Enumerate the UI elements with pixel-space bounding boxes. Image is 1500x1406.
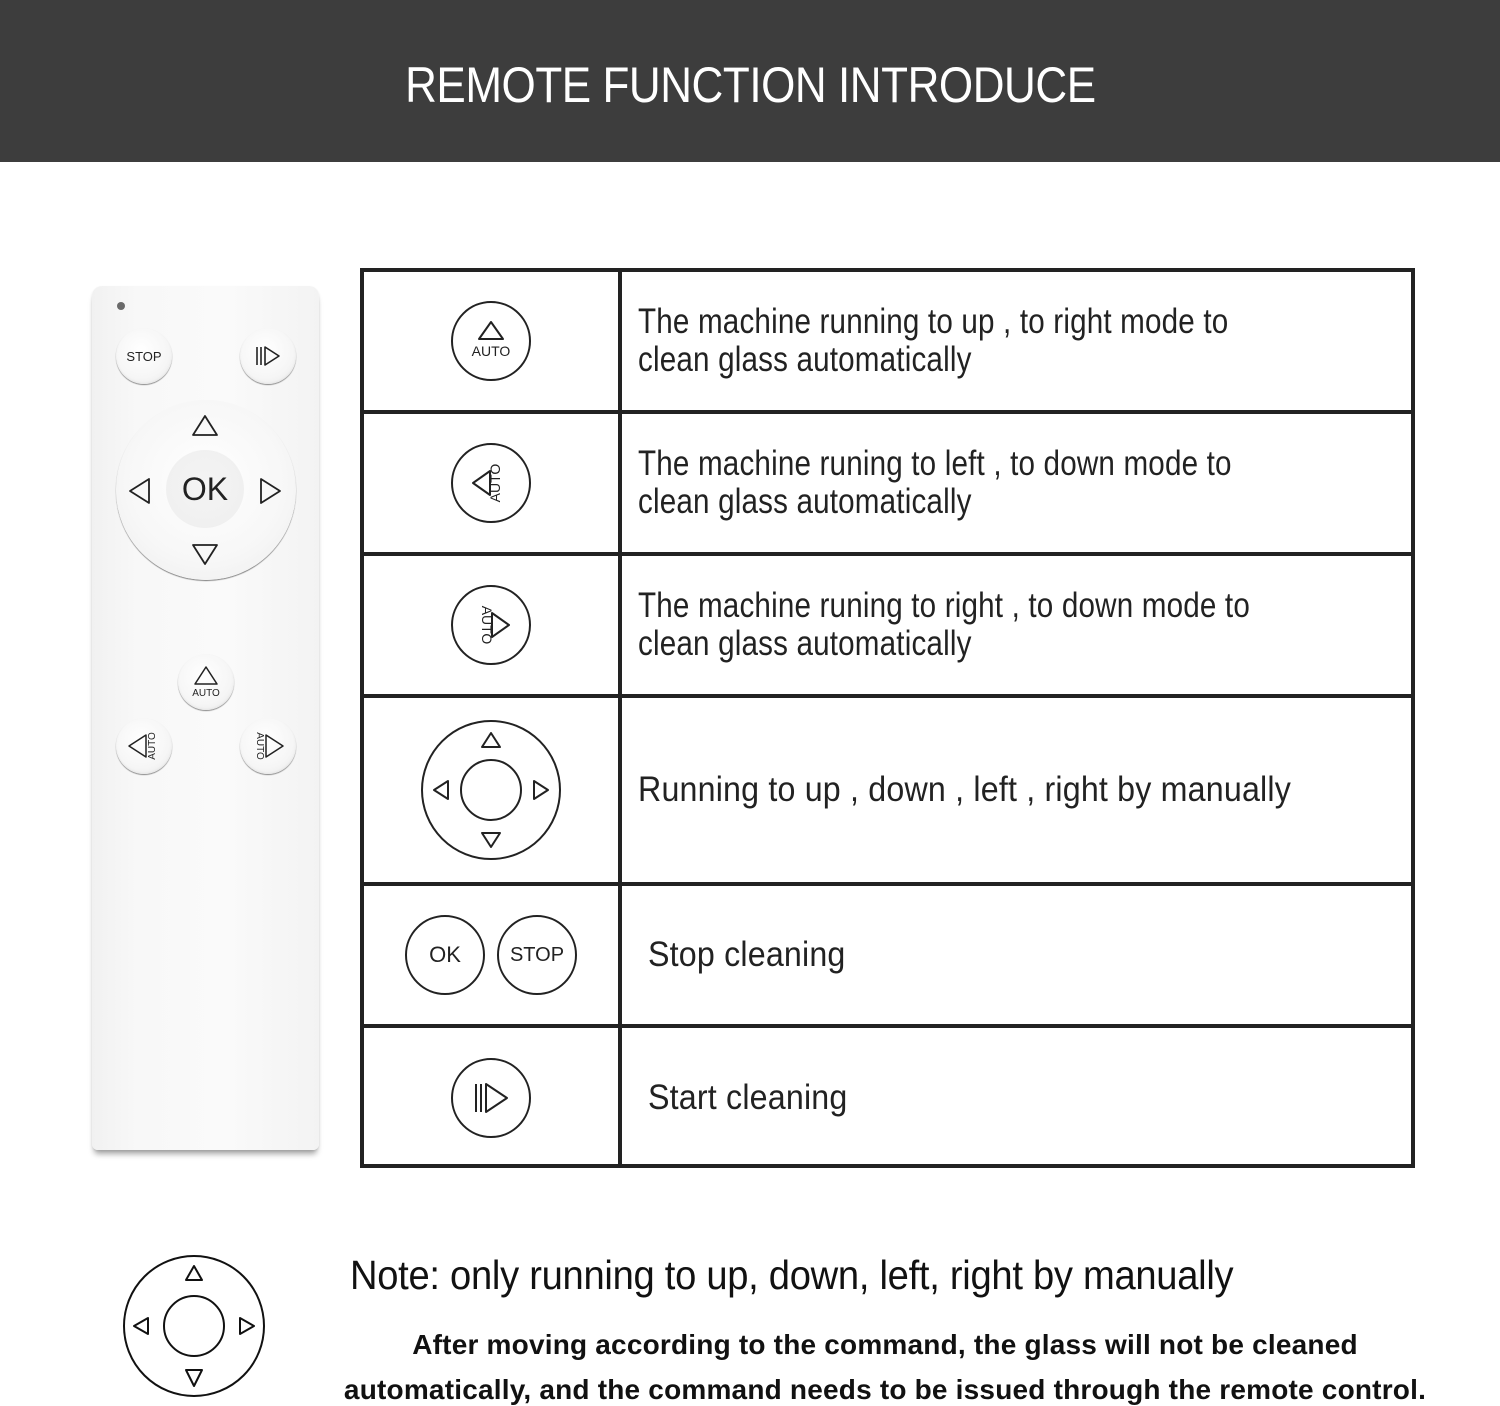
description-line: clean glass automatically [638, 482, 972, 521]
auto-left-icon [124, 726, 164, 766]
svg-text:AUTO: AUTO [487, 463, 503, 503]
remote-dpad [116, 400, 296, 580]
svg-text:AUTO: AUTO [479, 605, 495, 645]
icon-cell [364, 272, 622, 410]
auto-left-button [451, 443, 531, 523]
icon-cell [364, 556, 622, 694]
start-cleaning-icon [254, 344, 282, 368]
remote-auto-right-button[interactable] [240, 718, 296, 774]
arrow-down-icon[interactable] [190, 542, 220, 566]
table-row [364, 414, 1411, 556]
svg-text:AUTO: AUTO [471, 343, 511, 359]
table-row [364, 272, 1411, 414]
svg-text:AUTO: AUTO [192, 688, 220, 699]
remote-start-button[interactable] [240, 328, 296, 384]
remote-auto-left-button[interactable] [116, 718, 172, 774]
description-cell [622, 698, 1411, 882]
note-title: Note: only running to up, down, left, right by manually [350, 1252, 1234, 1298]
description-line: Start cleaning [648, 1078, 848, 1117]
note-line: automatically, and the command needs to be issued through the remote control. [343, 1374, 1427, 1405]
auto-up-button [451, 301, 531, 381]
arrow-right-icon[interactable] [258, 476, 282, 506]
description-line: The machine runing to left , to down mode to [638, 444, 1232, 483]
description-line: Stop cleaning [648, 935, 846, 974]
remote-control [92, 286, 319, 1150]
description-line: clean glass automatically [638, 340, 972, 379]
svg-text:AUTO: AUTO [254, 732, 265, 760]
auto-right-icon [248, 726, 288, 766]
description-cell [622, 556, 1411, 694]
table-row [364, 698, 1411, 886]
description-line: The machine runing to right , to down mode to [638, 586, 1250, 625]
description-line: The machine running to up , to right mode to [638, 302, 1229, 341]
function-table [360, 268, 1415, 1168]
ok-button-icon: OK [405, 915, 485, 995]
remote-stop-button[interactable] [116, 328, 172, 384]
stop-button-icon: STOP [497, 915, 577, 995]
page-title: REMOTE FUNCTION INTRODUCE [404, 57, 1096, 113]
auto-up-icon [456, 306, 526, 376]
auto-up-icon [186, 662, 226, 702]
stop-label: STOP [126, 348, 162, 364]
start-button [451, 1058, 531, 1138]
auto-right-button [451, 585, 531, 665]
page-header [0, 0, 1500, 162]
icon-cell [364, 414, 622, 552]
table-row [364, 886, 1411, 1028]
dpad-icon [419, 718, 563, 862]
table-row [364, 1028, 1411, 1168]
icon-cell [364, 886, 622, 1024]
led-indicator [117, 302, 125, 310]
icon-cell [364, 1028, 622, 1168]
auto-right-icon [456, 590, 526, 660]
description-cell [622, 272, 1411, 410]
svg-text:AUTO: AUTO [147, 732, 158, 760]
description-cell [622, 414, 1411, 552]
remote-auto-up-button[interactable] [178, 654, 234, 710]
description-line: Running to up , down , left , right by manually [638, 770, 1292, 809]
note-body [300, 1322, 1470, 1406]
icon-cell [364, 698, 622, 882]
arrow-up-icon[interactable] [190, 414, 220, 438]
remote-ok-button[interactable] [166, 450, 244, 528]
table-row [364, 556, 1411, 698]
arrow-left-icon[interactable] [128, 476, 152, 506]
description-cell [622, 886, 1411, 1024]
ok-label: OK [181, 470, 229, 507]
start-cleaning-icon [471, 1081, 511, 1115]
description-line: clean glass automatically [638, 624, 972, 663]
auto-left-icon [456, 448, 526, 518]
dpad-icon [122, 1254, 266, 1398]
description-cell [622, 1028, 1411, 1168]
note-line: After moving according to the command, the glass will not be cleaned [412, 1329, 1358, 1360]
